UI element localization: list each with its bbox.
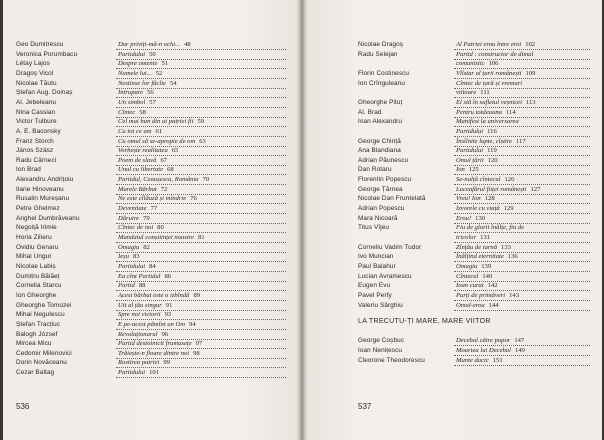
toc-author: Mircea Micu: [16, 340, 52, 348]
toc-title: [456, 138, 526, 146]
toc-author: Dumitru Bălăeț: [16, 272, 60, 280]
toc-title: [118, 147, 178, 155]
toc-author: Ion Gheorghe: [16, 291, 57, 299]
toc-page-number: 51: [161, 60, 169, 68]
toc-page-number: 109: [525, 69, 536, 77]
toc-title: [118, 311, 171, 319]
toc-author: Titus Vîjeu: [358, 224, 390, 232]
section-heading: LA TRECUTU-ȚI MARE, MARE VIITOR: [358, 318, 491, 325]
toc-page-number: 98: [193, 349, 200, 357]
toc-title-text: Trăiește-n floare dintre noi: [118, 349, 190, 357]
toc-page-number: 54: [169, 79, 177, 87]
toc-author: Eugen Evu: [358, 282, 391, 290]
toc-title-text: Poem de slavă: [118, 156, 157, 164]
toc-author: Gheorghe Tomozei: [16, 301, 72, 309]
toc-page-number: 143: [509, 291, 519, 299]
toc-page-number: 101: [149, 369, 159, 377]
toc-title: [456, 282, 498, 290]
toc-author: Pavel Perfy: [358, 291, 392, 299]
toc-page-number: 140: [482, 272, 493, 280]
toc-page-number: 133: [501, 243, 511, 251]
toc-title: [118, 109, 146, 117]
toc-title: [456, 292, 519, 300]
toc-title-text: Vreu! Ion: [456, 195, 481, 203]
toc-page-number: 136: [507, 253, 518, 261]
toc-title-text: Omagiu: [118, 243, 140, 251]
toc-title: [118, 369, 159, 377]
toc-title-text: Ioan curat: [456, 282, 484, 290]
toc-author: Ioan Nenițescu: [358, 346, 403, 354]
toc-title: [118, 118, 204, 126]
toc-title-text: Dar priviți-mă-n ochi...: [118, 41, 181, 48]
toc-page-number: 86: [164, 272, 172, 280]
toc-title-text: Intrupare: [118, 89, 144, 97]
toc-author: Ovidiu Genaru: [16, 243, 59, 251]
toc-title-text: Partidul, Ceaușescu, România: [118, 176, 199, 184]
toc-page-number: 65: [171, 147, 179, 155]
toc-title-text: Moartea lui Decebal: [456, 346, 511, 354]
toc-author: Negoiță Irimie: [16, 224, 57, 232]
toc-title-text: El stă în sufletul veșnicei: [456, 98, 522, 106]
toc-title-text: Manifest la universarea: [456, 118, 519, 126]
toc-title: [456, 273, 492, 281]
toc-title: [118, 80, 177, 88]
toc-author: Ivo Muncian: [358, 253, 394, 261]
toc-title-text: Cel mai bun din ai patriei fii: [118, 118, 194, 126]
toc-title-text: Parți de primăveri: [456, 291, 506, 299]
toc-title: [456, 109, 516, 117]
toc-author: Anghel Dumbrăveanu: [16, 214, 80, 222]
toc-author: Radu Selejan: [358, 50, 398, 58]
toc-title-text: viitoare: [456, 89, 477, 97]
toc-author: Ion Brad: [16, 166, 41, 174]
toc-title: [456, 263, 491, 271]
toc-title: [456, 80, 522, 88]
toc-page-number: 91: [165, 301, 173, 309]
toc-page-number: 84: [149, 262, 156, 270]
toc-title-text: Mandatul conștiinței noastre: [118, 234, 194, 241]
toc-page-number: 63: [199, 137, 206, 145]
toc-author: George Chiriță: [358, 137, 401, 145]
toc-author: Cedomir Milenovici: [16, 349, 72, 357]
toc-page-number: 142: [487, 282, 498, 290]
toc-author: Geo Dumitrescu: [16, 41, 64, 48]
toc-title: [118, 359, 170, 367]
toc-author: Adrian Popescu: [358, 205, 405, 213]
toc-author: Radu Cârneci: [16, 156, 57, 164]
toc-title: [118, 41, 191, 49]
toc-page-number: 117: [515, 137, 526, 145]
toc-title: [118, 176, 209, 184]
toc-author: A. E. Baconsky: [16, 127, 61, 135]
toc-title: [456, 60, 498, 68]
toc-title-text: Partidului: [456, 147, 484, 155]
toc-title: [456, 234, 490, 242]
toc-author: Cleorone Theodorescu: [358, 356, 425, 364]
toc-author: Horia Zilieru: [16, 234, 52, 241]
toc-title: [456, 89, 490, 97]
toc-title-text: Ne este cîlăuză și mîndrie: [118, 195, 187, 203]
toc-title: [118, 292, 200, 300]
toc-page-number: 67: [160, 156, 168, 164]
toc-title: [456, 99, 536, 107]
toc-title-text: Revoluționarul: [118, 330, 158, 338]
toc-title: [118, 302, 172, 310]
toc-author: Balogh József: [16, 330, 58, 338]
toc-title: [118, 263, 156, 271]
toc-title-text: Cîntec de noi: [118, 224, 154, 232]
toc-underline: [116, 377, 286, 378]
toc-page-number: 129: [503, 205, 514, 213]
toc-title-text: Vorbește realitatea: [118, 147, 168, 155]
toc-author: Gheorghe Pituț: [358, 98, 403, 106]
toc-title: [118, 273, 171, 281]
toc-title-text: Partidului: [118, 262, 146, 270]
toc-author: Ioan Alexandru: [358, 118, 403, 126]
toc-author: Corneliu Vadim Tudor: [358, 243, 422, 251]
toc-title: [118, 253, 140, 261]
toc-title: [118, 186, 167, 194]
toc-title-text: Ea cînt Partidul: [118, 272, 161, 280]
toc-title: [118, 321, 196, 329]
toc-page-number: 131: [480, 234, 491, 241]
toc-title-text: Omagiu: [456, 262, 478, 270]
toc-title: [456, 347, 525, 355]
toc-author: János Szász: [16, 147, 54, 155]
toc-page-number: 52: [155, 69, 163, 77]
toc-page-number: 93: [164, 311, 172, 319]
toc-page-number: 79: [143, 214, 150, 222]
toc-title: [456, 244, 511, 252]
toc-title: [456, 70, 535, 78]
toc-author: Nicolae Dan Fruntelată: [358, 195, 426, 203]
toc-author: Paul Balahur: [358, 262, 396, 270]
toc-title-text: Acest bărbat este o izbîndă: [118, 291, 190, 299]
toc-title: [456, 302, 499, 310]
toc-page-number: 106: [488, 60, 499, 68]
toc-underline: [116, 252, 286, 253]
toc-author: George Țărnea: [358, 185, 403, 193]
toc-page-number: 76: [190, 195, 197, 203]
toc-title: [118, 234, 205, 242]
toc-title-text: Uit al țău singur: [118, 301, 162, 309]
toc-title-text: Partidului: [456, 127, 484, 135]
toc-title-text: Erou!: [456, 214, 472, 222]
toc-page-number: 127: [530, 185, 541, 193]
toc-title-text: Ieșu: [118, 253, 129, 261]
toc-title-text: Unul cu libertate: [118, 166, 164, 174]
toc-page-number: 97: [195, 340, 203, 348]
toc-title-text: Un simbol: [118, 98, 146, 106]
toc-author: Ștefan Aug. Doinaș: [16, 89, 73, 97]
toc-page-number: 68: [167, 166, 174, 174]
toc-author: Valeriu Sârghiu: [358, 301, 403, 309]
toc-title-text: Ion: [456, 166, 465, 174]
toc-title: [118, 99, 156, 107]
toc-title: [118, 60, 168, 68]
toc-title-text: Cu omul să se-apropie de om: [118, 137, 196, 145]
toc-title: [456, 118, 519, 126]
toc-page-number: 57: [149, 98, 156, 106]
left-page: [0, 0, 300, 440]
toc-author: Lucian Avramescu: [358, 272, 412, 280]
toc-page-number: 58: [139, 108, 146, 116]
toc-page-number: 128: [484, 195, 495, 203]
toc-title: [456, 195, 495, 203]
toc-title-text: Marele Bărbat: [118, 185, 157, 193]
toc-page-number: 48: [184, 41, 191, 48]
toc-title: [118, 224, 164, 232]
toc-title-text: Numele lui...: [118, 69, 152, 77]
toc-author: Franz Storch: [16, 137, 54, 145]
toc-author: Dorin Novăceanu: [16, 359, 67, 367]
toc-author: Florentin Popescu: [358, 176, 412, 184]
toc-page-number: 50: [149, 50, 156, 58]
toc-page-number: 99: [163, 359, 170, 367]
toc-title: [456, 51, 533, 59]
toc-title: [456, 157, 498, 165]
toc-title: [118, 331, 168, 339]
toc-title: [118, 70, 162, 78]
toc-underline: [454, 365, 590, 366]
page-number-left: 536: [16, 402, 30, 411]
toc-title-text: Cu tot ce am: [118, 127, 152, 135]
toc-title-text: Luceafărul fiiței românești: [456, 185, 527, 193]
toc-title-text: Partid: [118, 282, 135, 290]
toc-title-text: Partid destoinicit frumusețe: [118, 340, 192, 348]
toc-title: [456, 253, 518, 261]
toc-author: Mihai Negulescu: [16, 311, 65, 319]
toc-title-text: Înălțind eternitate: [456, 253, 504, 261]
toc-page-number: 80: [157, 224, 164, 232]
toc-title-text: Omul-erou: [456, 301, 485, 309]
toc-title: [456, 176, 514, 184]
toc-title-text: Zînțăa de iarnă: [456, 243, 498, 251]
toc-author: Dan Rotaru: [358, 166, 392, 174]
toc-title-text: Pentru totdeauna: [456, 108, 502, 116]
toc-author: Dragoș Vicol: [16, 69, 54, 77]
toc-author: Ana Blandiana: [358, 147, 401, 155]
toc-author: Al. Brad: [358, 108, 382, 116]
toc-title: [118, 205, 157, 213]
toc-page-number: 139: [481, 262, 492, 270]
toc-title-text: Nestinse lor făclie: [118, 79, 166, 87]
toc-title: [456, 337, 524, 345]
toc-author: Petre Ghelmez: [16, 205, 60, 213]
toc-page-number: 126: [504, 176, 515, 184]
toc-author: Cezar Baltag: [16, 369, 55, 377]
toc-page-number: 94: [189, 320, 196, 328]
toc-title-text: Însîlnite lupte, cîștire: [456, 137, 512, 145]
toc-title-text: Spre noi victorii: [118, 311, 161, 319]
toc-author: Nina Cassian: [16, 108, 56, 116]
toc-author: Mihai Ungur: [16, 253, 52, 261]
toc-title: [456, 205, 514, 213]
toc-title: [456, 147, 497, 155]
toc-author: Veronica Porumbacu: [16, 50, 78, 58]
toc-title: [456, 215, 485, 223]
toc-page-number: 147: [514, 337, 525, 344]
toc-title-text: E pe-acest pămînt un Om: [118, 320, 186, 328]
toc-title-text: Munte dacic: [456, 356, 489, 364]
toc-author: Rusalin Mureșanu: [16, 195, 70, 203]
toc-page-number: 72: [160, 185, 168, 193]
toc-page-number: 89: [193, 291, 201, 299]
toc-title-text: Se-nalță cîntecul: [456, 176, 501, 184]
toc-title-text: Devenitate: [118, 205, 147, 213]
toc-title: [456, 128, 497, 136]
toc-author: Létay Lajos: [16, 60, 50, 68]
toc-title: [118, 195, 197, 203]
toc-title: [118, 89, 154, 97]
toc-title-text: Cîntecul: [456, 272, 479, 280]
toc-title: [456, 186, 540, 194]
toc-title-text: Cîntec: [118, 108, 136, 116]
toc-page-number: 88: [138, 282, 146, 290]
toc-page-number: 82: [143, 243, 150, 251]
toc-title-text: Rostirea patriei: [118, 359, 160, 367]
toc-author: Victor Tulbure: [16, 118, 57, 126]
toc-title: [118, 282, 145, 290]
toc-title-text: Al Patriei erou între eroi: [456, 41, 522, 48]
toc-title-text: Partid : constructor de dimul: [456, 50, 534, 58]
toc-page-number: 111: [480, 89, 490, 97]
toc-page-number: 114: [505, 108, 516, 116]
toc-page-number: 59: [197, 118, 205, 126]
toc-title-text: Dăruire: [118, 214, 140, 222]
toc-title: [118, 340, 202, 348]
toc-title: [456, 41, 535, 49]
toc-title: [118, 128, 162, 136]
toc-title-text: Partidului: [118, 369, 146, 377]
toc-author: Alexandru Andrițoiu: [16, 176, 74, 184]
toc-title-text: comunistic: [456, 60, 485, 68]
toc-author: Nicolae Dragoș: [358, 41, 404, 48]
toc-page-number: 83: [133, 253, 140, 261]
toc-page-number: 149: [514, 346, 525, 354]
toc-title-text: Vîlstar al țurii românești: [456, 69, 522, 77]
toc-author: Ilarie Hinoveanu: [16, 185, 64, 193]
toc-title-text: Decebal către popor: [456, 337, 511, 344]
toc-title: [118, 166, 174, 174]
toc-page-number: 113: [525, 98, 536, 106]
toc-title: [456, 224, 524, 232]
toc-page-number: 119: [487, 147, 497, 155]
toc-page-number: 81: [197, 234, 205, 241]
toc-page-number: 151: [492, 356, 503, 364]
toc-page-number: 130: [475, 214, 486, 222]
toc-page-number: 61: [155, 127, 163, 135]
toc-title: [456, 166, 479, 174]
toc-page-number: 120: [487, 156, 498, 164]
toc-author: Nicolae Labiș: [16, 262, 56, 270]
toc-page-number: 102: [525, 41, 536, 48]
toc-title-text: Omul țării: [456, 156, 484, 164]
toc-author: Ștefan Tracțiuc: [16, 320, 61, 328]
toc-page-number: 144: [488, 301, 499, 309]
toc-title-text: Cîntec de țară și vremuri: [456, 79, 523, 87]
page-number-right: 537: [358, 402, 372, 411]
toc-title: [456, 357, 503, 365]
toc-title-text: tricolor: [456, 234, 477, 241]
toc-author: Cornelia Starcu: [16, 282, 62, 290]
toc-author: Ion Crînguleanu: [358, 79, 405, 87]
toc-author: Al. Jebeleanu: [16, 98, 57, 106]
toc-author: Mara Nicoară: [358, 214, 398, 222]
toc-title-text: Fiu de glorii înălțe, fiu de: [456, 224, 525, 232]
toc-underline: [454, 310, 590, 311]
toc-page-number: 70: [202, 176, 210, 184]
toc-page-number: 125: [468, 166, 479, 174]
toc-page-number: 56: [147, 89, 154, 97]
toc-title: [118, 244, 150, 252]
toc-title: [118, 215, 150, 223]
toc-title: [118, 350, 200, 358]
toc-title: [118, 51, 156, 59]
toc-title-text: Izvorele cu viață: [456, 205, 500, 213]
toc-author: Adrian Păunescu: [358, 156, 409, 164]
toc-page-number: 116: [487, 127, 497, 135]
right-page: [302, 0, 604, 440]
toc-title: [118, 157, 167, 165]
toc-author: Nicolae Tăutu: [16, 79, 57, 87]
toc-title-text: Despre omenie: [118, 60, 158, 68]
toc-title: [118, 138, 206, 146]
toc-author: George Coșbuc: [358, 337, 405, 344]
toc-page-number: 96: [161, 330, 169, 338]
toc-title-text: Partidului: [118, 50, 146, 58]
toc-author: Florin Costinescu: [358, 69, 410, 77]
toc-page-number: 77: [150, 205, 158, 213]
